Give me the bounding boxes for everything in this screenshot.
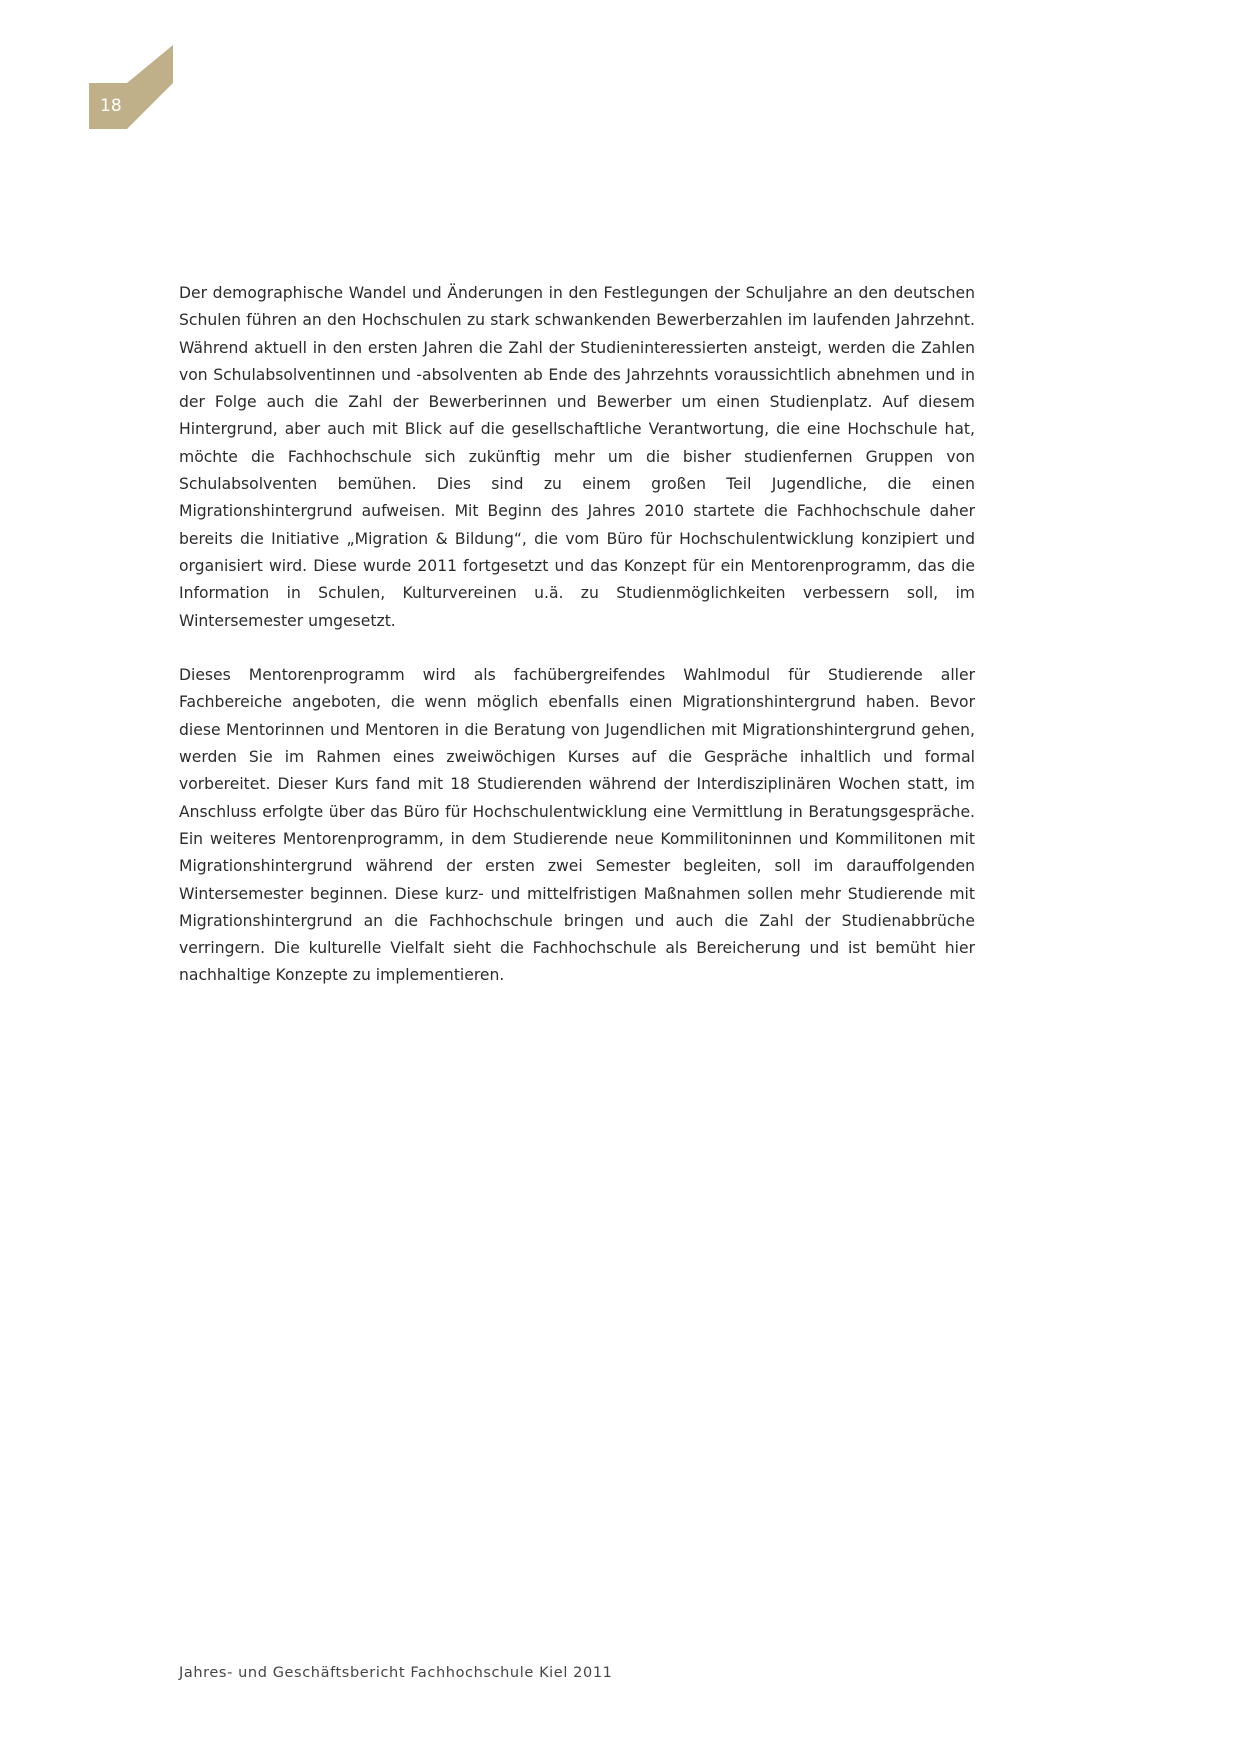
paragraph-2: Dieses Mentorenprogramm wird als fachübergreifendes Wahlmodul für Studierende aller Fachbereiche angeboten, die wenn möglich ebenfalls einen Migrationshintergrund haben. Bevor diese Mentorinnen und Mentoren in die Beratung von Jugendlichen mit Migrationshintergrund gehen, werden Sie im Rahmen eines zweiwöchigen Kurses auf die Gespräche inhaltlich und formal vorbereitet. Dieser Kurs fand mit 18 Studierenden während der Interdisziplinären Wochen statt, im Anschluss erfolgte über das Büro für Hochschulentwicklung eine Vermittlung in Beratungsgespräche. Ein weiteres Mentorenprogramm, in dem Studierende neue Kommilitoninnen und Kommilitonen mit Migrationshintergrund während der ersten zwei Semester begleiten, soll im darauffolgenden Wintersemester beginnen. Diese kurz- und mittelfristigen Maßnahmen sollen mehr Studierende mit Migrationshintergrund an die Fachhochschule bringen und auch die Zahl der Studienabbrüche verringern. Die kulturelle Vielfalt sieht die Fachhochschule als Bereicherung und ist bemüht hier nachhaltige Konzepte zu implementieren. (179, 666, 975, 985)
page-number: 18 (100, 96, 122, 116)
page-corner-polygon (89, 45, 173, 129)
footer-publication-title: Jahres- und Geschäftsbericht Fachhochschule Kiel 2011 (179, 1665, 613, 1681)
page-marker (89, 45, 173, 129)
paragraph-1: Der demographische Wandel und Änderungen in den Festlegungen der Schuljahre an den deutschen Schulen führen an den Hochschulen zu stark schwankenden Bewerberzahlen im laufenden Jahrzehnt. Während aktuell in den ersten Jahren die Zahl der Studieninteressierten ansteigt, werden die Zahlen von Schulabsolventinnen und -absolventen ab Ende des Jahrzehnts voraussichtlich abnehmen und in der Folge auch die Zahl der Bewerberinnen und Bewerber um einen Studienplatz. Auf diesem Hintergrund, aber auch mit Blick auf die gesellschaftliche Verantwortung, die eine Hochschule hat, möchte die Fachhochschule sich zukünftig mehr um die bisher studienfernen Gruppen von Schulabsolventen bemühen. Dies sind zu einem großen Teil Jugendliche, die einen Migrationshintergrund aufweisen. Mit Beginn des Jahres 2010 startete die Fachhochschule daher bereits die Initiative „Migration & Bildung“, die vom Büro für Hochschulentwicklung konzipiert und organisiert wird. Diese wurde 2011 fortgesetzt und das Konzept für ein Mentorenprogramm, das die Information in Schulen, Kulturvereinen u.ä. zu Studienmöglichkeiten verbessern soll, im Wintersemester umgesetzt. (179, 284, 975, 630)
page-corner-shape (89, 45, 173, 129)
body-text (179, 280, 975, 990)
